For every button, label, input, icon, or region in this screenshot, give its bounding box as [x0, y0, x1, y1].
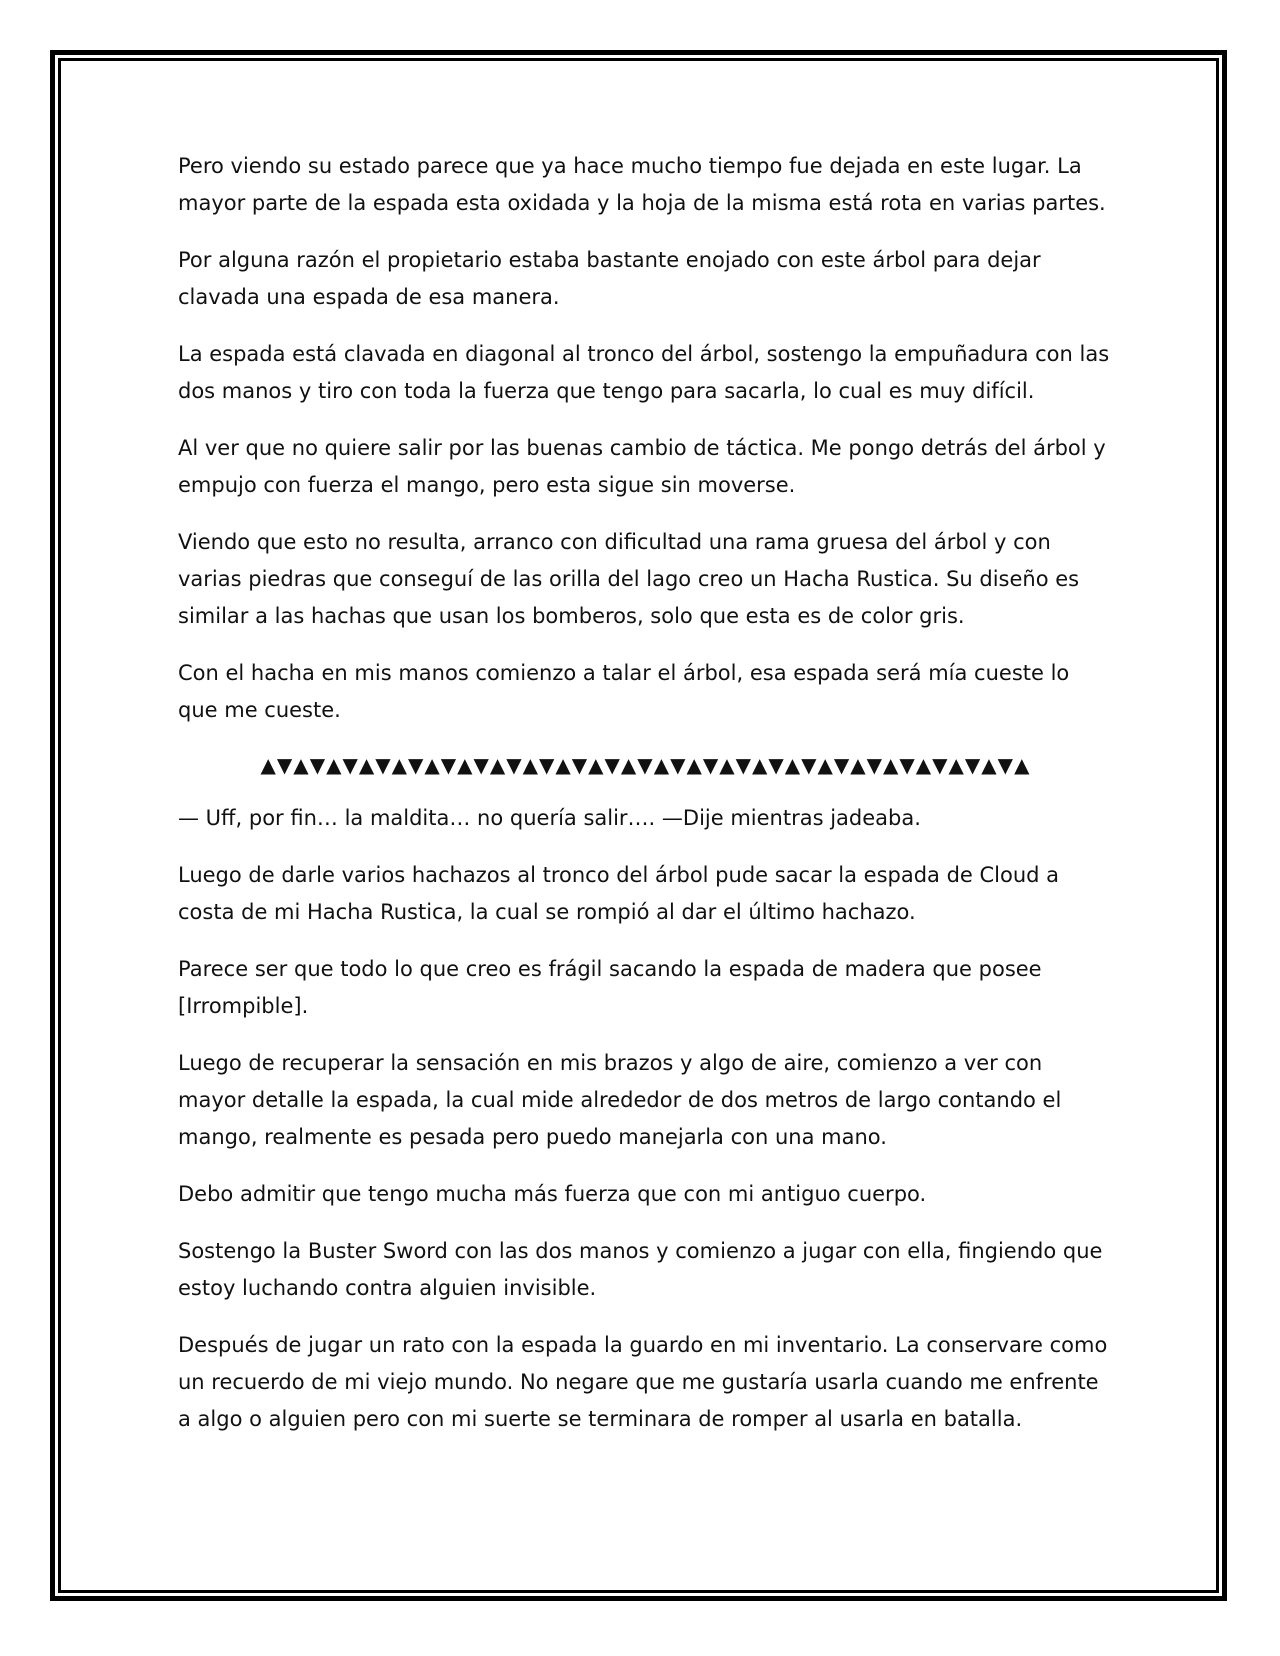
- page-content: [178, 148, 1113, 1458]
- paragraph: Viendo que esto no resulta, arranco con dificultad una rama gruesa del árbol y con varias piedras que conseguí de las orilla del lago creo un Hacha Rustica. Su diseño es similar a las hachas que usan los bomberos, solo que esta es de color gris.: [178, 530, 1080, 628]
- paragraph: Luego de darle varios hachazos al tronco del árbol pude sacar la espada de Cloud a costa de mi Hacha Rustica, la cual se rompió al dar el último hachazo.: [178, 863, 1060, 924]
- paragraph: Debo admitir que tengo mucha más fuerza que con mi antiguo cuerpo.: [178, 1182, 927, 1206]
- paragraph: Con el hacha en mis manos comienzo a talar el árbol, esa espada será mía cueste lo que me cueste.: [178, 661, 1070, 722]
- paragraph: Parece ser que todo lo que creo es frágil sacando la espada de madera que posee [Irrompible].: [178, 957, 1042, 1018]
- paragraph: Después de jugar un rato con la espada la guardo en mi inventario. La conservare como un recuerdo de mi viejo mundo. No negare que me gustaría usarla cuando me enfrente a algo o alguien pero con mi suerte se terminara de romper al usarla en batalla.: [178, 1333, 1108, 1431]
- paragraph: Al ver que no quiere salir por las buenas cambio de táctica. Me pongo detrás del árbol y empujo con fuerza el mango, pero esta sigue sin moverse.: [178, 436, 1106, 497]
- paragraph: Por alguna razón el propietario estaba bastante enojado con este árbol para dejar clavada una espada de esa manera.: [178, 248, 1041, 309]
- scene-separator: ▲▼▲▼▲▼▲▼▲▼▲▼▲▼▲▼▲▼▲▼▲▼▲▼▲▼▲▼▲▼▲▼▲▼▲▼▲▼▲▼▲▼▲▼▲▼▲: [260, 753, 1031, 777]
- paragraph: — Uff, por fin… la maldita… no quería salir…. —Dije mientras jadeaba.: [178, 806, 921, 830]
- paragraph: Pero viendo su estado parece que ya hace mucho tiempo fue dejada en este lugar. La mayor parte de la espada esta oxidada y la hoja de la misma está rota en varias partes.: [178, 154, 1106, 215]
- paragraph: Luego de recuperar la sensación en mis brazos y algo de aire, comienzo a ver con mayor detalle la espada, la cual mide alrededor de dos metros de largo contando el mango, realmente es pesada pero puedo manejarla con una mano.: [178, 1051, 1062, 1149]
- paragraph: Sostengo la Buster Sword con las dos manos y comienzo a jugar con ella, fingiendo que estoy luchando contra alguien invisible.: [178, 1239, 1103, 1300]
- paragraph: La espada está clavada en diagonal al tronco del árbol, sostengo la empuñadura con las dos manos y tiro con toda la fuerza que tengo para sacarla, lo cual es muy difícil.: [178, 342, 1110, 403]
